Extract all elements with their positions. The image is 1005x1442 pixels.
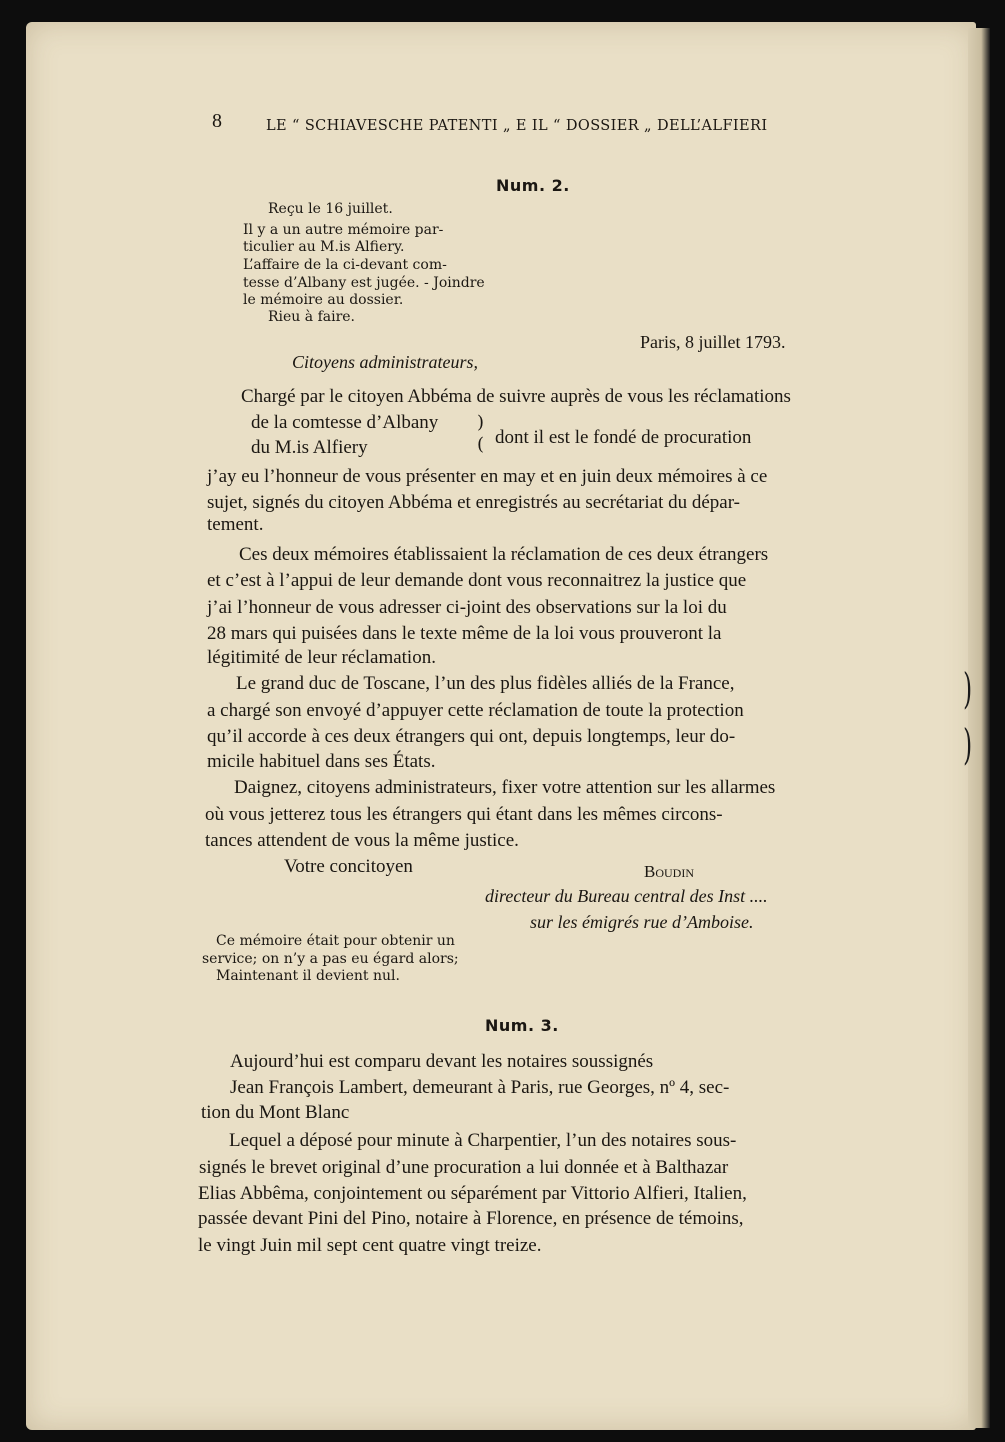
signature-name: Boudin (644, 862, 694, 881)
num-2-heading: Num. 2. (496, 176, 570, 195)
paragraph-line: Ces deux mémoires établissaient la réclamation de ces deux étrangers (239, 544, 769, 565)
paragraph-line: tion du Mont Blanc (201, 1102, 350, 1123)
paragraph-line: où vous jetterez tous les étrangers qui étant dans les mêmes circons- (205, 804, 723, 825)
binding-clip-top: ) (963, 664, 973, 713)
paragraph-line: Jean François Lambert, demeurant à Paris, rue Georges, nº 4, sec- (230, 1077, 730, 1098)
paragraph-line: Chargé par le citoyen Abbéma de suivre auprès de vous les réclamations (241, 386, 791, 407)
margin-note-line: ticulier au M.is Alfiery. (243, 239, 405, 255)
margin-note-line: tesse d’Albany est jugée. - Joindre (243, 275, 485, 291)
paragraph-line: tances attendent de vous la même justice. (205, 830, 519, 851)
paragraph-line: qu’il accorde à ces deux étrangers qui ont, depuis longtemps, leur do- (207, 726, 736, 747)
paragraph-line: légitimité de leur réclamation. (207, 647, 436, 668)
brace-bottom: ( (477, 434, 485, 455)
paragraph-line: signés le brevet original d’une procuration a lui donnée et à Balthazar (199, 1157, 729, 1178)
running-title: LE “ SCHIAVESCHE PATENTI „ E IL “ DOSSIER „ DELL’ALFIERI (266, 118, 768, 134)
bottom-note-line: Maintenant il devient nul. (216, 968, 400, 984)
brace-top: ) (477, 412, 485, 433)
date-line: Paris, 8 juillet 1793. (640, 332, 786, 352)
paragraph-line: 28 mars qui puisées dans le texte même de la loi vous prouveront la (207, 623, 722, 644)
page-number: 8 (212, 110, 222, 132)
signature-title: directeur du Bureau central des Inst .... (485, 886, 768, 906)
salutation: Citoyens administrateurs, (292, 352, 479, 372)
margin-note-line: L’affaire de la ci-devant com- (243, 257, 447, 273)
margin-note-line: Reçu le 16 juillet. (268, 201, 393, 217)
binding-clip-bottom: ) (963, 720, 973, 769)
paragraph-line: du M.is Alfiery (251, 437, 368, 458)
num-3-heading: Num. 3. (485, 1016, 559, 1035)
paragraph-line: Aujourd’hui est comparu devant les notaires soussignés (230, 1051, 654, 1072)
paragraph-line: Daignez, citoyens administrateurs, fixer votre attention sur les allarmes (234, 777, 776, 798)
paragraph-line: a chargé son envoyé d’appuyer cette réclamation de toute la protection (207, 700, 744, 721)
paragraph-line: sujet, signés du citoyen Abbéma et enregistrés au secrétariat du dépar- (207, 492, 741, 513)
signature-title: sur les émigrés rue d’Amboise. (530, 912, 754, 932)
paragraph-line: de la comtesse d’Albany (251, 412, 439, 433)
closing: Votre concitoyen (284, 856, 413, 877)
paragraph-line: j’ai l’honneur de vous adresser ci-joint des observations sur la loi du (207, 597, 727, 618)
bottom-note-line: Ce mémoire était pour obtenir un (216, 933, 455, 949)
margin-note-line: Rieu à faire. (268, 309, 356, 325)
margin-note-line: Il y a un autre mémoire par- (243, 222, 444, 238)
paragraph-line: le vingt Juin mil sept cent quatre vingt treize. (198, 1235, 542, 1256)
paragraph-line: dont il est le fondé de procuration (495, 427, 752, 448)
paragraph-line: Lequel a déposé pour minute à Charpentier, l’un des notaires sous- (229, 1130, 737, 1151)
paragraph-line: micile habituel dans ses États. (207, 751, 436, 772)
paragraph-line: Elias Abbêma, conjointement ou séparément par Vittorio Alfieri, Italien, (198, 1183, 747, 1204)
paragraph-line: passée devant Pini del Pino, notaire à Florence, en présence de témoins, (198, 1208, 744, 1229)
paragraph-line: tement. (207, 514, 264, 535)
paragraph-line: j’ay eu l’honneur de vous présenter en may et en juin deux mémoires à ce (207, 466, 768, 487)
margin-note-line: le mémoire au dossier. (243, 292, 404, 308)
bottom-note-line: service; on n’y a pas eu égard alors; (202, 951, 459, 967)
paragraph-line: et c’est à l’appui de leur demande dont vous reconnaitrez la justice que (207, 570, 747, 591)
paragraph-line: Le grand duc de Toscane, l’un des plus fidèles alliés de la France, (236, 673, 735, 694)
